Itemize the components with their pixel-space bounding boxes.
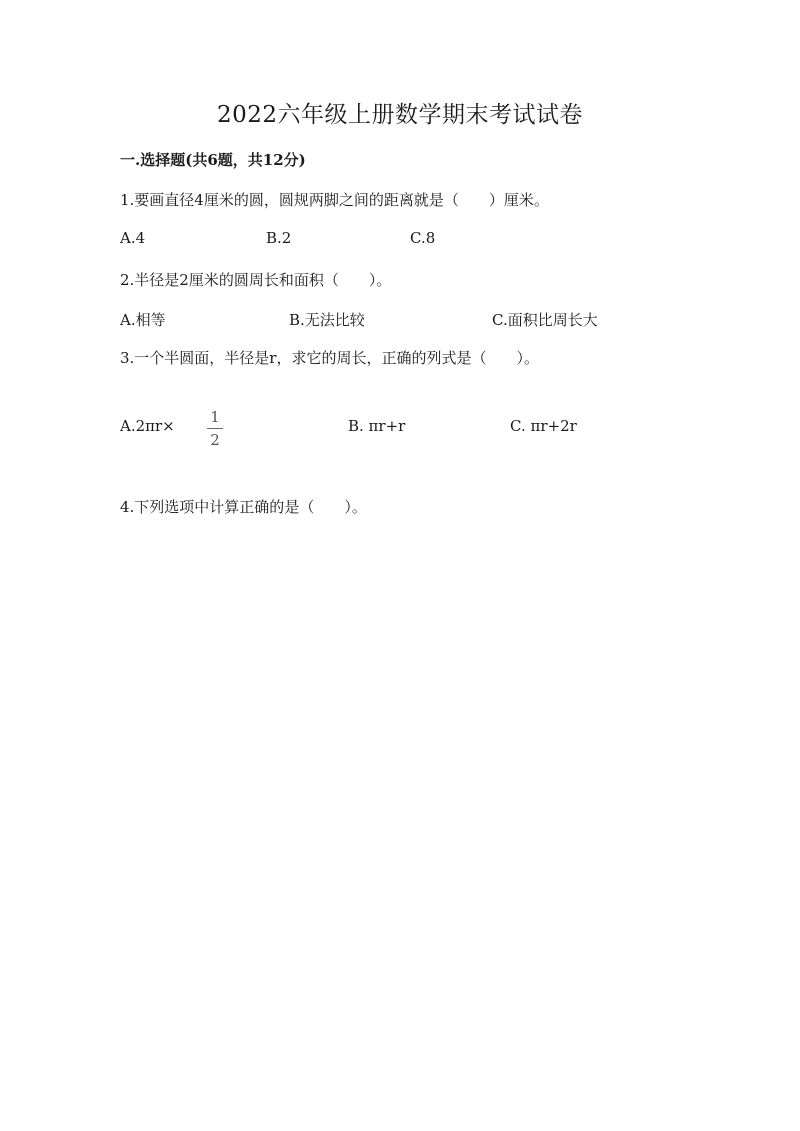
question-1-option-c: C.8 <box>410 229 436 247</box>
page-title: 2022六年级上册数学期末考试试卷 <box>216 102 584 128</box>
question-3-option-a: A.2πr× <box>120 417 175 435</box>
question-2-option-b: B.无法比较 <box>289 311 365 329</box>
question-3-option-c: C. πr+2r <box>510 417 577 435</box>
question-3-option-b: B. πr+r <box>348 417 406 435</box>
question-1-option-b: B.2 <box>266 229 292 247</box>
question-1-option-a: A.4 <box>120 229 146 247</box>
question-4-text: 4.下列选项中计算正确的是（ ）。 <box>120 498 367 516</box>
fraction-denominator: 2 <box>210 431 220 449</box>
fraction-bar <box>207 428 223 429</box>
question-2-option-a: A.相等 <box>120 311 166 329</box>
question-1-text: 1.要画直径4厘米的圆，圆规两脚之间的距离就是（ ）厘米。 <box>120 191 549 209</box>
question-2-text: 2.半径是2厘米的圆周长和面积（ ）。 <box>120 271 392 289</box>
question-3-text: 3.一个半圆面，半径是r，求它的周长，正确的列式是（ ）。 <box>120 349 539 367</box>
one-half-fraction <box>207 409 223 448</box>
fraction-numerator: 1 <box>210 408 220 426</box>
section-heading: 一.选择题(共6题，共12分) <box>120 151 306 169</box>
question-2-option-c: C.面积比周长大 <box>492 311 598 329</box>
